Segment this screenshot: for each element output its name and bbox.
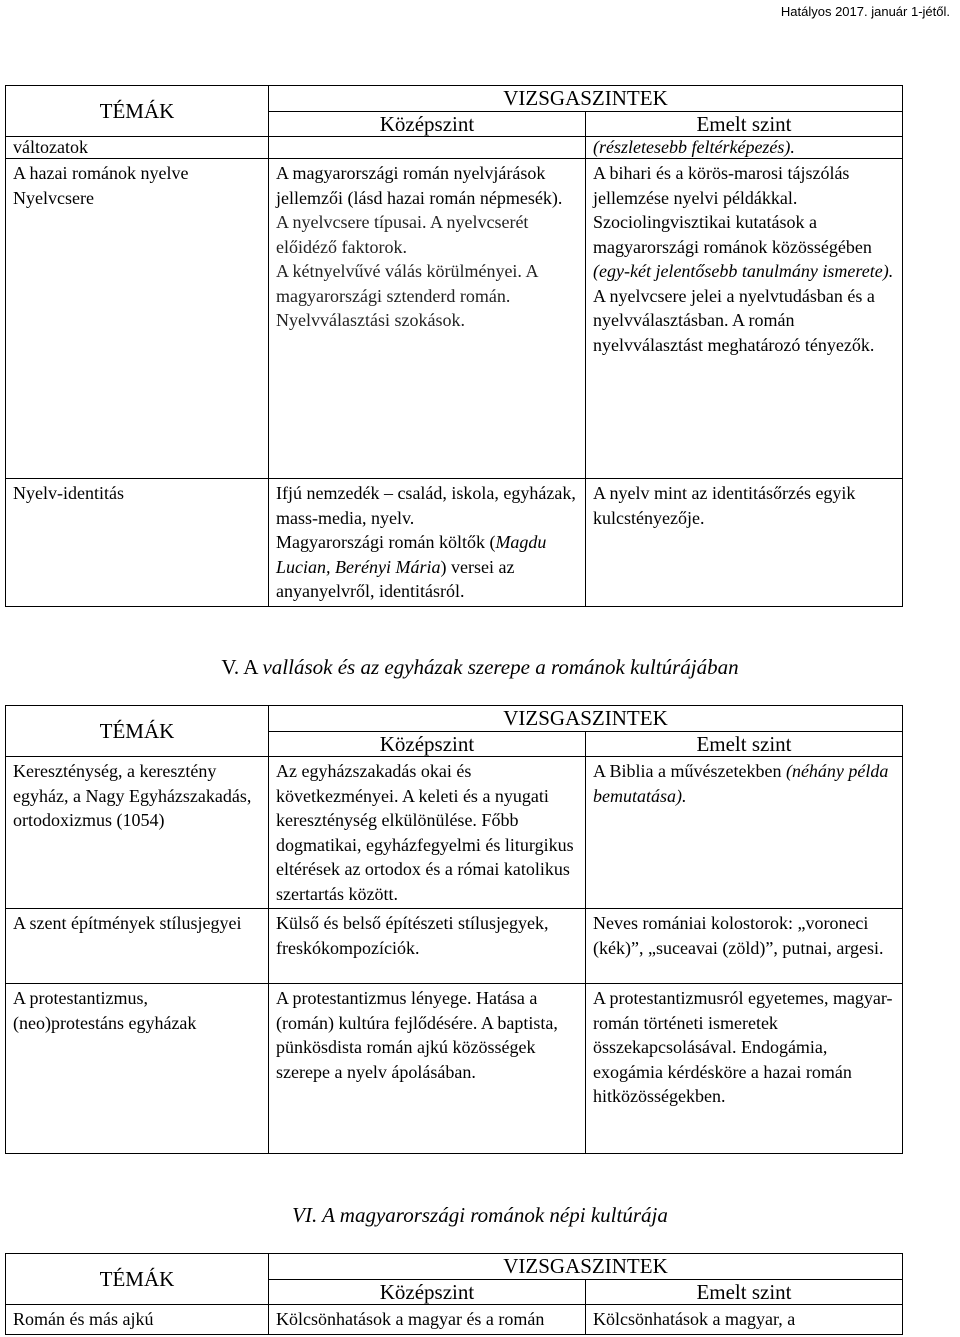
temak-header: TÉMÁK (6, 706, 269, 757)
topic-title: A hazai románok nyelve (13, 163, 189, 183)
cell-text: A nyelvcsere típusai. A nyelvcserét előidéző faktorok. (276, 212, 529, 257)
emelt-szint-header: Emelt szint (586, 111, 903, 137)
cell-text: A Biblia a művészetekben (593, 761, 782, 781)
topic-title: A protestantizmus, (neo)protestáns egyházak (6, 984, 269, 1154)
cell-text: Magyarországi román költők ( (276, 532, 496, 552)
temak-header: TÉMÁK (6, 86, 269, 137)
cell-text: A bihari és a körös-marosi tájszólás jellemzése nyelvi példákkal. (593, 163, 850, 208)
vizsgaszintek-header: VIZSGASZINTEK (269, 1254, 903, 1280)
emelt-cell (586, 159, 903, 479)
cell-text: Szociolingvisztikai kutatások a magyarországi románok közösségében (593, 212, 872, 257)
emelt-szint-header: Emelt szint (586, 731, 903, 757)
kozepszint-cell: Külső és belső építészeti stílusjegyek, freskókompozíciók. (269, 909, 586, 984)
table-section-4 (5, 85, 903, 607)
cell-text: (néhány példa bemutatása). (593, 761, 889, 806)
cell-text: ) versei az anyanyelvről, identitásról. (276, 556, 515, 601)
page-header: Hatályos 2017. január 1-jétől. (780, 4, 950, 19)
vizsgaszintek-header: VIZSGASZINTEK (269, 706, 903, 732)
poet-names: Magdu Lucian, Berényi Mária (276, 532, 547, 577)
kozepszint-cell (269, 159, 586, 479)
temak-header: TÉMÁK (6, 1254, 269, 1305)
cell-text: A kétnyelvűvé válás körülményei. A magyarországi sztenderd román. (276, 261, 538, 306)
kozepszint-cell: A protestantizmus lényege. Hatása a (román) kultúra fejlődésére. A baptista, pünkösdista román ajkú közösségek szerepe a nyelv ápolásában. (269, 984, 586, 1154)
emelt-cell: Neves romániai kolostorok: „voroneci (kék)”, „suceavai (zöld)”, putnai, argesi. (586, 909, 903, 984)
cell-text: Nyelvválasztási szokások. (276, 310, 465, 330)
kozepszint-header: Középszint (269, 731, 586, 757)
kozepszint-cell (269, 479, 586, 607)
topic-title: Nyelv-identitás (6, 479, 269, 607)
cell-text: (egy-két jelentősebb tanulmány ismerete). (593, 261, 894, 281)
kozepszint-cell: Az egyházszakadás okai és következményei. A keleti és a nyugati kereszténység elkülönülése. Főbb dogmatikai, egyházfegyelmi és liturgikus eltérések az ortodox és a római katolikus szertartás között. (269, 757, 586, 909)
cell-text: (részletesebb feltérképezés). (586, 137, 903, 159)
section-title: VI. A magyarországi románok népi kultúrája (292, 1203, 668, 1227)
section-title (0, 655, 960, 680)
topic-title: A szent építmények stílusjegyei (6, 909, 269, 984)
kozepszint-header: Középszint (269, 111, 586, 137)
cell-text: A nyelvcsere jelei a nyelvtudásban és a nyelvválasztásban. A román nyelvválasztást meghatározó tényezők. (593, 285, 875, 355)
cell-text: A magyarországi román nyelvjárások jellemzői (lásd hazai román népmesék). (276, 163, 563, 208)
kozepszint-cell: Kölcsönhatások a magyar és a román (269, 1305, 586, 1335)
emelt-cell: Kölcsönhatások a magyar, a (586, 1305, 903, 1335)
title-text: a románok kultúrájában (529, 655, 739, 679)
topic-subtitle: Nyelvcsere (13, 187, 94, 208)
emelt-cell: A protestantizmusról egyetemes, magyar-román történeti ismeretek összekapcsolásával. Endogámia, exogámia kérdésköre a hazai román hitközösségekben. (586, 984, 903, 1154)
cell-text (276, 530, 578, 604)
emelt-cell (586, 757, 903, 909)
title-text: V. A (221, 655, 263, 679)
topic-cell (6, 159, 269, 479)
table-section-5 (5, 705, 903, 1154)
kozepszint-header: Középszint (269, 1279, 586, 1305)
emelt-cell: A nyelv mint az identitásőrzés egyik kulcstényezője. (586, 479, 903, 607)
emelt-szint-header: Emelt szint (586, 1279, 903, 1305)
cell-text (593, 210, 895, 284)
vizsgaszintek-header: VIZSGASZINTEK (269, 86, 903, 112)
title-text: vallások és az egyházak szerepe (262, 655, 530, 679)
topic-title: Kereszténység, a keresztény egyház, a Nagy Egyházszakadás, ortodoxizmus (1054) (6, 757, 269, 909)
table-section-6 (5, 1253, 903, 1335)
cell-text: Ifjú nemzedék – család, iskola, egyházak, mass-media, nyelv. (276, 483, 576, 528)
topic-title: Román és más ajkú (6, 1305, 269, 1335)
row-label: változatok (6, 137, 269, 159)
